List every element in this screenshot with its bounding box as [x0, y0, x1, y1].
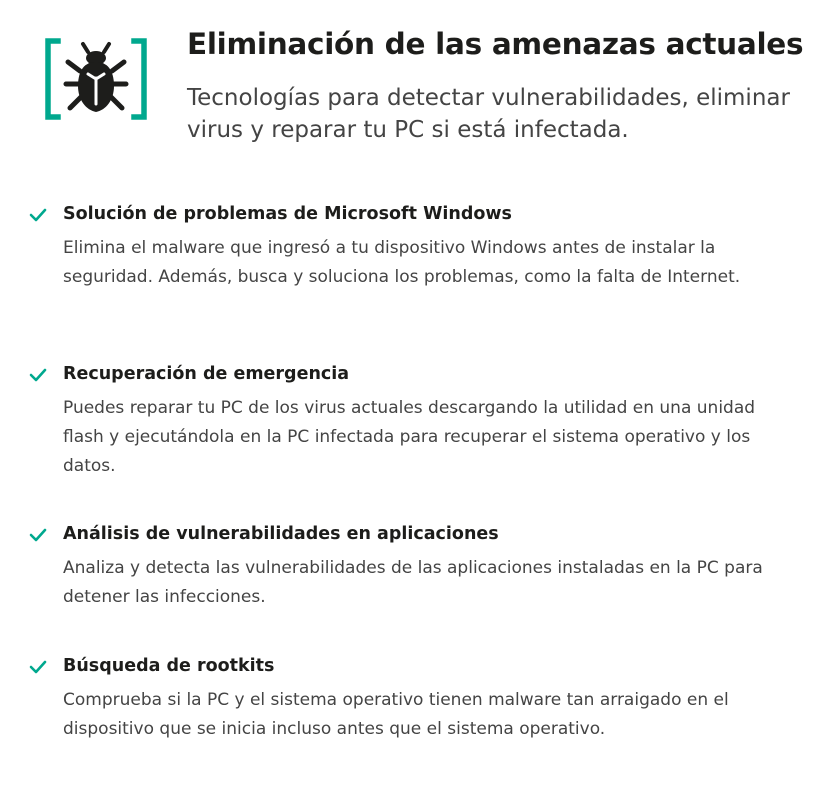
section-header — [0, 0, 836, 160]
check-icon — [29, 208, 47, 222]
page-title: Eliminación de las amenazas actuales — [187, 27, 804, 61]
feature-description: Comprueba si la PC y el sistema operativo tienen malware tan arraigado en el dispositivo que se inicia incluso antes que el sistema operativo. — [63, 690, 729, 739]
check-icon — [29, 368, 47, 382]
feature-description: Puedes reparar tu PC de los virus actuales descargando la utilidad en una unidad flash y ejecutándola en la PC infectada para recuperar el sistema operativo y los datos. — [63, 398, 756, 476]
feature-title: Análisis de vulnerabilidades en aplicaciones — [63, 524, 499, 544]
feature-title: Recuperación de emergencia — [63, 364, 350, 384]
bug-icon — [44, 38, 148, 120]
check-icon — [29, 660, 47, 674]
page-subtitle: Tecnologías para detectar vulnerabilidades, eliminar virus y reparar tu PC si está infectada. — [187, 85, 790, 143]
check-icon — [29, 528, 47, 542]
feature-description: Analiza y detecta las vulnerabilidades de las aplicaciones instaladas en la PC para detener las infecciones. — [63, 558, 763, 607]
feature-description: Elimina el malware que ingresó a tu dispositivo Windows antes de instalar la seguridad. Además, busca y soluciona los problemas, como la falta de Internet. — [63, 238, 741, 287]
feature-title: Solución de problemas de Microsoft Windows — [63, 204, 512, 224]
feature-title: Búsqueda de rootkits — [63, 656, 275, 676]
